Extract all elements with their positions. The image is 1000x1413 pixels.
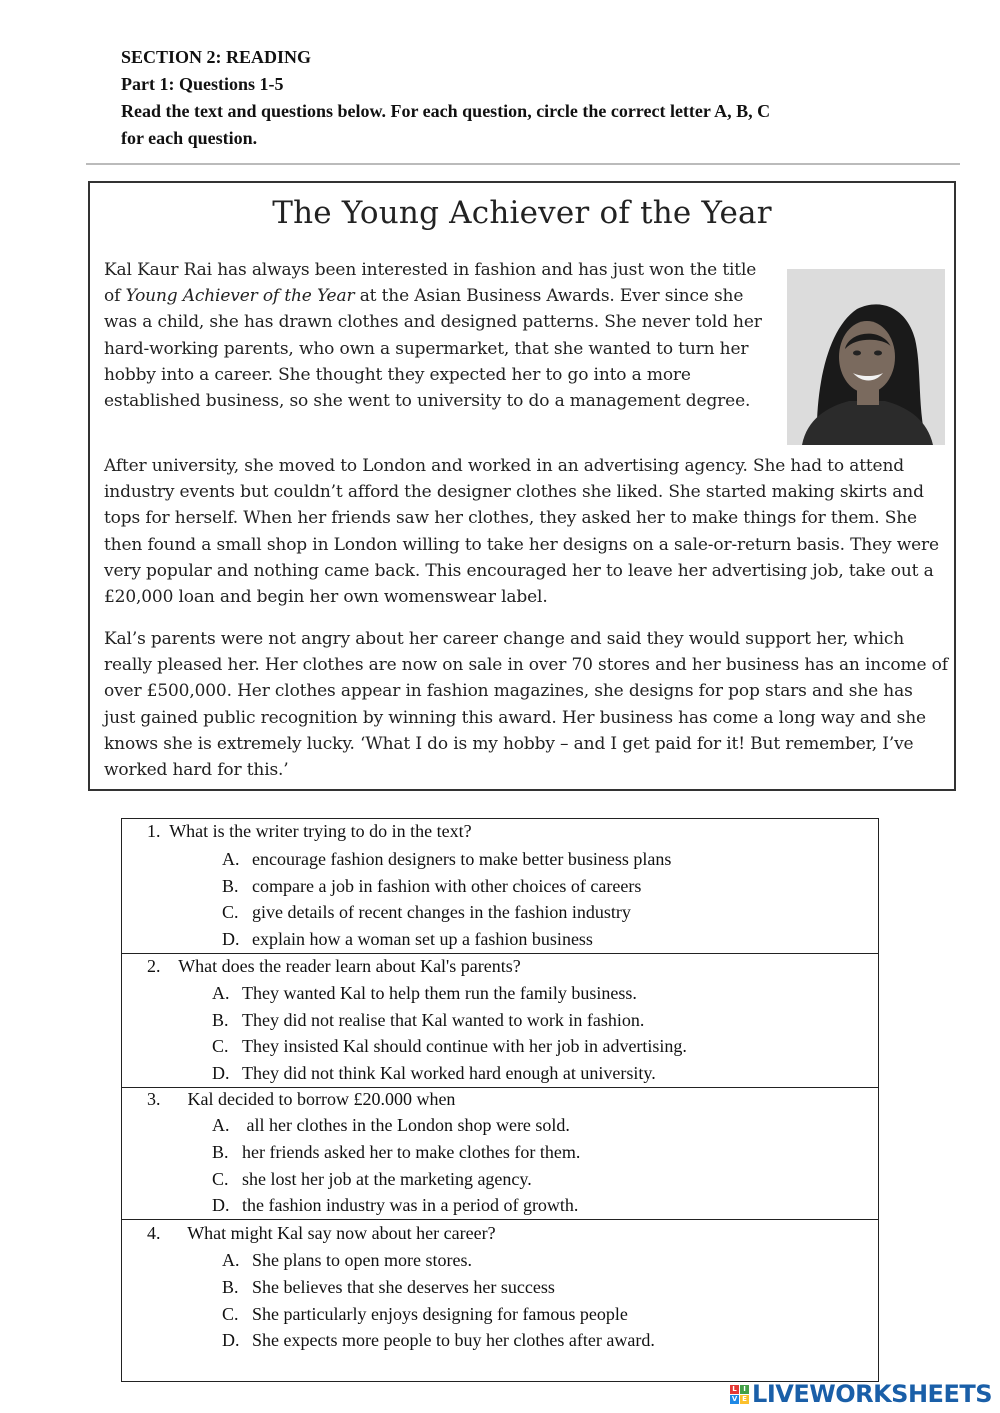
option-2d[interactable]: [212, 1063, 656, 1083]
option-letter: A.: [212, 1115, 230, 1135]
option-2a[interactable]: [212, 983, 637, 1003]
question-block-4: [122, 1219, 878, 1381]
award-title: Young Achiever of the Year: [125, 286, 355, 307]
article-paragraph-2: After university, she moved to London and worked in an advertising agency. She had to attend industry events but couldn’t afford the designer clothes she liked. She started making skirts and tops for herself. When her friends saw her clothes, they asked her to make things for them. She then found a small shop in London willing to take her designs on a sale-or-return basis. They were very popular and nothing came back. This encouraged her to leave her advertising job, take out a £20,000 loan and begin her own womenswear label.: [104, 456, 939, 608]
option-letter: C.: [212, 1169, 229, 1189]
option-2c[interactable]: [212, 1036, 687, 1056]
option-4c[interactable]: [222, 1304, 628, 1324]
logo-tile-e: E: [740, 1395, 749, 1404]
option-1a[interactable]: [222, 849, 671, 869]
question-2: [147, 956, 521, 976]
question-number: 2.: [147, 956, 161, 976]
option-text: encourage fashion designers to make better business plans: [252, 849, 672, 869]
option-letter: B.: [212, 1142, 229, 1162]
option-4d[interactable]: [222, 1330, 655, 1350]
questions-table: [121, 818, 879, 1382]
article-paragraph-3: Kal’s parents were not angry about her career change and said they would support her, which really pleased her. Her clothes are now on sale in over 70 stores and her business has an income of over £500,000. Her clothes appear in fashion magazines, she designs for pop stars and she has just gained public recognition by winning this award. Her business has come a long way and she knows she is extremely lucky. ‘What I do is my hobby – and I get paid for it! But remember, I’ve worked hard for this.’: [104, 629, 948, 781]
option-3c[interactable]: [212, 1169, 532, 1189]
option-text: She expects more people to buy her clothes after award.: [252, 1330, 655, 1350]
worksheet-header: [121, 44, 881, 152]
option-letter: A.: [212, 983, 230, 1003]
option-text: she lost her job at the marketing agency.: [242, 1169, 532, 1189]
option-2b[interactable]: [212, 1010, 644, 1030]
article-paragraph-1: [104, 257, 776, 414]
liveworksheets-wordmark: LIVEWORKSHEETS: [752, 1380, 992, 1408]
option-letter: C.: [222, 1304, 239, 1324]
option-text: They wanted Kal to help them run the family business.: [242, 983, 637, 1003]
option-4b[interactable]: [222, 1277, 555, 1297]
option-text: compare a job in fashion with other choices of careers: [252, 876, 642, 896]
option-text: She believes that she deserves her success: [252, 1277, 555, 1297]
option-letter: D.: [212, 1195, 230, 1215]
option-letter: D.: [212, 1063, 230, 1083]
option-text: her friends asked her to make clothes for them.: [242, 1142, 581, 1162]
question-block-1: [122, 819, 878, 954]
option-text: They did not think Kal worked hard enough at university.: [242, 1063, 656, 1083]
question-1: [147, 821, 472, 841]
liveworksheets-icon: [730, 1385, 749, 1404]
question-number: 3.: [147, 1089, 161, 1109]
option-3b[interactable]: [212, 1142, 580, 1162]
option-text: They did not realise that Kal wanted to work in fashion.: [242, 1010, 645, 1030]
option-letter: A.: [222, 849, 240, 869]
instruction-line-2: for each question.: [121, 128, 258, 148]
option-letter: D.: [222, 1330, 240, 1350]
logo-tile-i: I: [740, 1385, 749, 1394]
question-text: What might Kal say now about her career?: [187, 1223, 496, 1243]
option-text: the fashion industry was in a period of growth.: [242, 1195, 579, 1215]
instruction-line-1: Read the text and questions below. For each question, circle the correct letter A, B, C: [121, 101, 771, 121]
question-text: Kal decided to borrow £20.000 when: [187, 1089, 456, 1109]
option-letter: B.: [222, 876, 239, 896]
option-letter: B.: [212, 1010, 229, 1030]
question-number: 1.: [147, 821, 161, 841]
option-letter: C.: [212, 1036, 229, 1056]
liveworksheets-logo[interactable]: [730, 1381, 992, 1407]
question-block-2: [122, 953, 878, 1088]
option-letter: B.: [222, 1277, 239, 1297]
article-title: The Young Achiever of the Year: [272, 195, 772, 231]
reading-article: [88, 181, 956, 791]
logo-tile-v: V: [731, 1394, 738, 1403]
part-title: Part 1: Questions 1-5: [121, 74, 284, 94]
question-number: 4.: [147, 1223, 161, 1243]
logo-tile-l: L: [730, 1385, 739, 1394]
option-letter: C.: [222, 902, 239, 922]
question-3: [147, 1089, 455, 1109]
option-text: She plans to open more stores.: [252, 1250, 472, 1270]
option-text: all her clothes in the London shop were sold.: [242, 1115, 570, 1135]
option-text: explain how a woman set up a fashion business: [252, 929, 593, 949]
section-title: SECTION 2: READING: [121, 47, 312, 67]
option-letter: D.: [222, 929, 240, 949]
option-1d[interactable]: [222, 929, 593, 949]
option-text: give details of recent changes in the fashion industry: [252, 902, 631, 922]
option-4a[interactable]: [222, 1250, 472, 1270]
option-1c[interactable]: [222, 902, 631, 922]
option-text: She particularly enjoys designing for famous people: [252, 1304, 628, 1324]
question-block-3: [122, 1087, 878, 1220]
portrait-photo: [787, 269, 945, 445]
option-1b[interactable]: [222, 876, 641, 896]
question-4: [147, 1223, 496, 1243]
option-3a[interactable]: [212, 1115, 570, 1135]
paragraph-1-start: Kal Kaur Rai has always been interested in fashion and has just won the title of: [104, 260, 757, 307]
header-divider: [86, 163, 960, 165]
question-text: What is the writer trying to do in the text?: [169, 821, 472, 841]
question-text: What does the reader learn about Kal's parents?: [178, 956, 521, 976]
paragraph-1-end: at the Asian Business Awards. Ever since she was a child, she has drawn clothes and designed patterns. She never told her hard-working parents, who own a supermarket, that she wanted to turn her hobby into a career. She thought they expected her to go into a more established business, so she went to university to do a management degree.: [104, 286, 762, 412]
option-3d[interactable]: [212, 1195, 578, 1215]
option-letter: A.: [222, 1250, 240, 1270]
option-text: They insisted Kal should continue with her job in advertising.: [242, 1036, 687, 1056]
